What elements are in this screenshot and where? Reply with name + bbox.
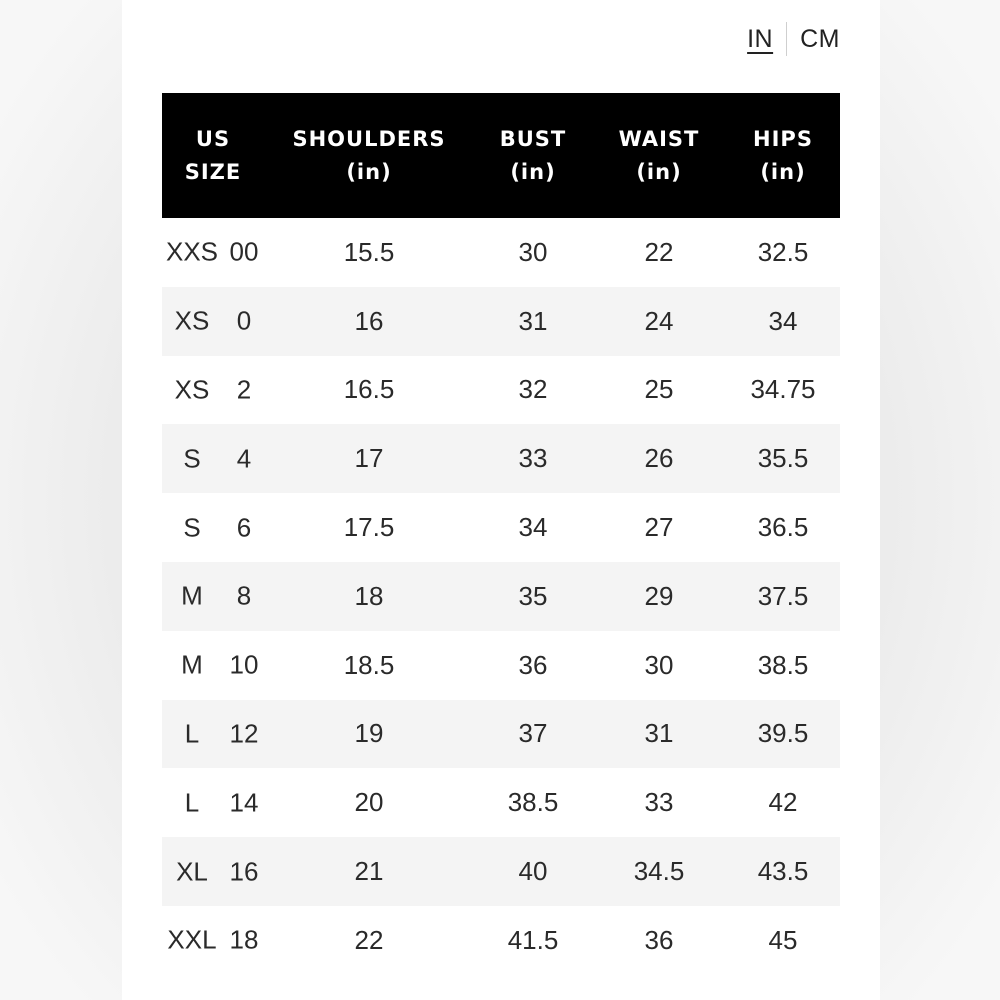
hips-cell: 34 xyxy=(726,287,840,356)
numeric-size: 8 xyxy=(236,580,252,611)
alpha-size: L xyxy=(184,718,200,749)
alpha-size: XXS xyxy=(165,236,219,267)
bust-cell: 30 xyxy=(518,236,548,267)
alpha-size: S xyxy=(183,443,201,474)
hips-cell: 34.75 xyxy=(750,374,816,405)
hips-cell: 43.5 xyxy=(726,837,840,906)
alpha-size: XXL xyxy=(167,924,217,955)
size-cell xyxy=(162,631,264,700)
hips-cell: 45 xyxy=(768,924,798,955)
hips-cell: 36.5 xyxy=(757,512,809,543)
shoulders-cell: 18.5 xyxy=(343,649,395,680)
header-hips-line1: HIPS xyxy=(753,126,813,151)
unit-option-in[interactable]: IN xyxy=(747,24,774,53)
table-row xyxy=(162,562,840,631)
bust-cell: 32 xyxy=(518,374,548,405)
numeric-size: 6 xyxy=(236,512,252,543)
numeric-size: 12 xyxy=(229,718,259,749)
shoulders-cell: 22 xyxy=(354,924,384,955)
alpha-size: XS xyxy=(174,305,210,336)
alpha-size: XS xyxy=(174,374,210,405)
waist-cell: 34.5 xyxy=(592,837,726,906)
alpha-size: M xyxy=(181,649,203,680)
table-row xyxy=(162,218,840,287)
numeric-size: 18 xyxy=(229,924,259,955)
numeric-size: 10 xyxy=(229,649,259,680)
table-row xyxy=(162,356,840,425)
header-us-size xyxy=(162,93,264,218)
unit-toggle xyxy=(747,22,840,56)
bust-cell: 40 xyxy=(474,837,592,906)
shoulders-cell: 19 xyxy=(264,700,474,769)
alpha-size: M xyxy=(181,580,203,611)
size-cell xyxy=(162,356,264,425)
header-shoulders-unit: (in) xyxy=(346,159,392,184)
waist-cell: 29 xyxy=(592,562,726,631)
bust-cell: 36 xyxy=(518,649,548,680)
table-row xyxy=(162,631,840,700)
shoulders-cell: 16 xyxy=(264,287,474,356)
numeric-size: 2 xyxy=(236,374,252,405)
waist-cell: 22 xyxy=(644,236,674,267)
size-cell xyxy=(162,493,264,562)
bust-cell: 31 xyxy=(474,287,592,356)
size-cell xyxy=(162,837,264,906)
unit-option-cm[interactable]: CM xyxy=(800,24,840,53)
size-cell xyxy=(162,906,264,975)
header-us-size-line1: US xyxy=(195,126,231,151)
numeric-size: 4 xyxy=(236,443,252,474)
table-row xyxy=(162,768,840,837)
waist-cell: 30 xyxy=(644,649,674,680)
size-cell xyxy=(162,562,264,631)
numeric-size: 16 xyxy=(229,856,259,887)
bust-cell: 34 xyxy=(518,512,548,543)
shoulders-cell: 16.5 xyxy=(343,374,395,405)
size-chart-panel xyxy=(122,0,880,1000)
header-hips xyxy=(726,93,840,218)
header-shoulders xyxy=(264,93,474,218)
header-waist-unit: (in) xyxy=(636,159,682,184)
table-row xyxy=(162,837,840,906)
bust-cell: 35 xyxy=(474,562,592,631)
header-waist xyxy=(592,93,726,218)
shoulders-cell: 21 xyxy=(264,837,474,906)
alpha-size: L xyxy=(184,787,200,818)
table-row xyxy=(162,287,840,356)
waist-cell: 27 xyxy=(644,512,674,543)
size-cell xyxy=(162,768,264,837)
numeric-size: 14 xyxy=(229,787,259,818)
waist-cell: 25 xyxy=(644,374,674,405)
table-header xyxy=(162,93,840,218)
header-bust-line1: BUST xyxy=(499,126,567,151)
size-cell xyxy=(162,287,264,356)
hips-cell: 32.5 xyxy=(757,236,809,267)
shoulders-cell: 18 xyxy=(264,562,474,631)
shoulders-cell: 15.5 xyxy=(343,236,395,267)
header-waist-line1: WAIST xyxy=(618,126,700,151)
size-cell xyxy=(162,424,264,493)
waist-cell: 36 xyxy=(644,924,674,955)
shoulders-cell: 17.5 xyxy=(343,512,395,543)
bust-cell: 41.5 xyxy=(507,924,559,955)
size-cell xyxy=(162,218,264,287)
table-row xyxy=(162,700,840,769)
table-row xyxy=(162,906,840,975)
header-bust xyxy=(474,93,592,218)
numeric-size: 0 xyxy=(236,305,252,336)
alpha-size: S xyxy=(183,512,201,543)
numeric-size: 00 xyxy=(229,236,259,267)
size-chart-table xyxy=(162,93,840,975)
header-shoulders-line1: SHOULDERS xyxy=(292,126,446,151)
waist-cell: 33 xyxy=(644,787,674,818)
header-us-size-line2: SIZE xyxy=(184,159,242,184)
hips-cell: 37.5 xyxy=(726,562,840,631)
table-row xyxy=(162,424,840,493)
alpha-size: XL xyxy=(176,856,208,887)
waist-cell: 31 xyxy=(592,700,726,769)
unit-divider xyxy=(786,22,787,56)
shoulders-cell: 17 xyxy=(264,424,474,493)
bust-cell: 38.5 xyxy=(507,787,559,818)
hips-cell: 39.5 xyxy=(726,700,840,769)
waist-cell: 26 xyxy=(592,424,726,493)
table-row xyxy=(162,493,840,562)
header-row xyxy=(162,93,840,218)
table-body xyxy=(162,218,840,975)
header-bust-unit: (in) xyxy=(510,159,556,184)
header-hips-unit: (in) xyxy=(760,159,806,184)
hips-cell: 38.5 xyxy=(757,649,809,680)
bust-cell: 37 xyxy=(474,700,592,769)
shoulders-cell: 20 xyxy=(354,787,384,818)
bust-cell: 33 xyxy=(474,424,592,493)
size-cell xyxy=(162,700,264,769)
waist-cell: 24 xyxy=(592,287,726,356)
hips-cell: 35.5 xyxy=(726,424,840,493)
hips-cell: 42 xyxy=(768,787,798,818)
